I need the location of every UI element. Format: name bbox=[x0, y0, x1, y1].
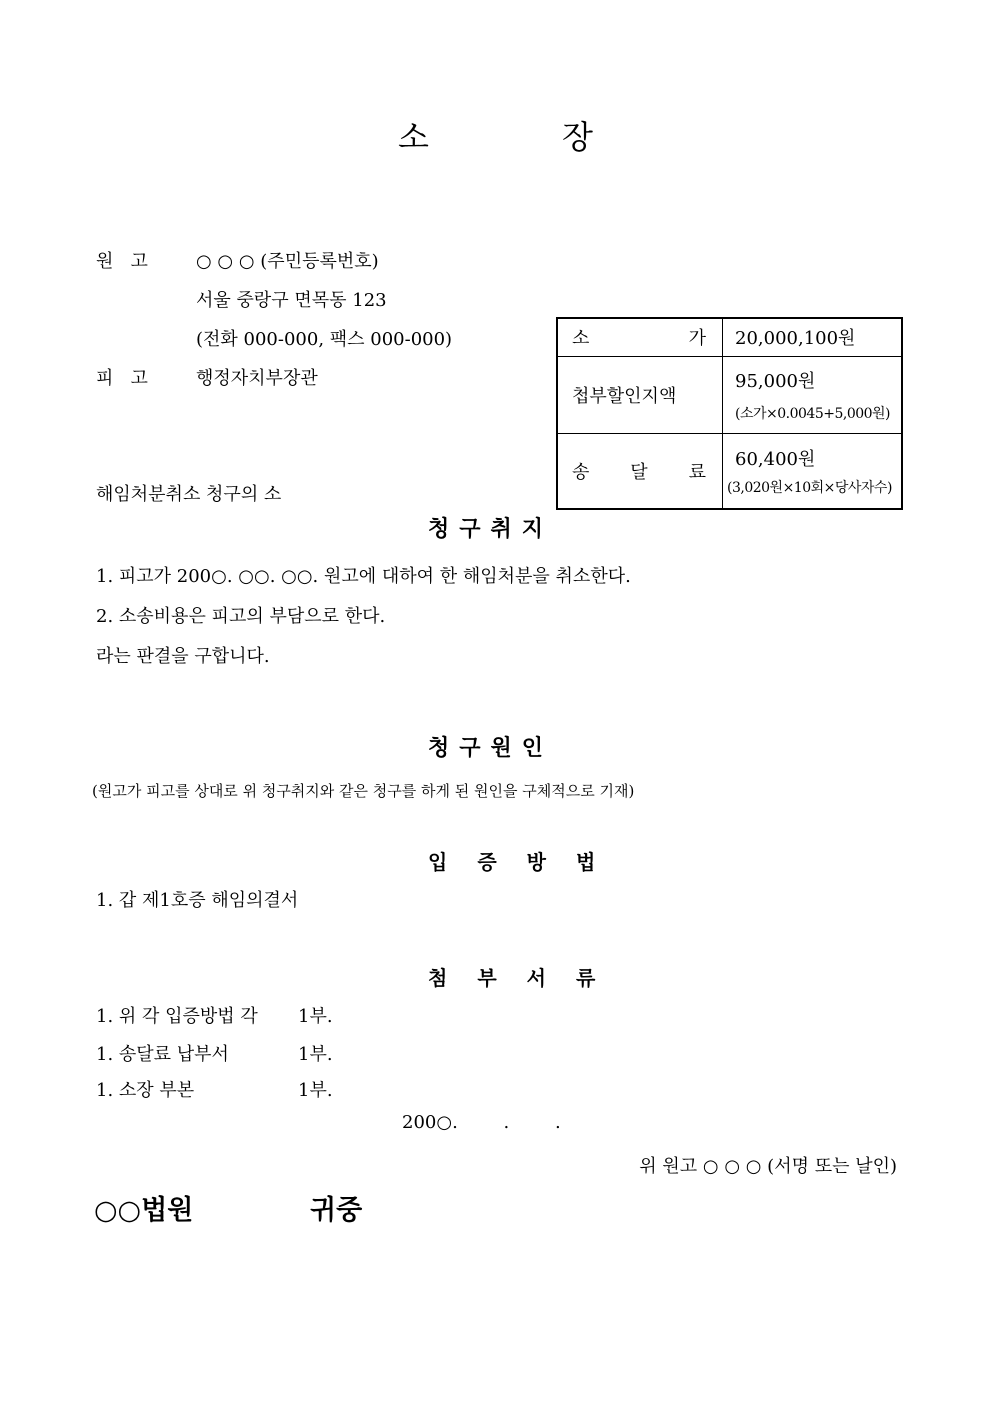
fee-row-stamp bbox=[557, 356, 902, 433]
fee-value-stamp-note: (소가×0.0045+5,000원) bbox=[735, 405, 891, 422]
attachment-item-3-count: 1부. bbox=[298, 1080, 333, 1101]
claim-purpose-heading: 청구취지 bbox=[428, 516, 554, 542]
claim-cause-heading: 청구원인 bbox=[428, 735, 554, 761]
fee-row-delivery bbox=[557, 433, 902, 509]
title-right: 장 bbox=[562, 118, 593, 156]
fee-label-delivery-a: 송 bbox=[572, 461, 590, 483]
defendant-label: 피 고 bbox=[96, 368, 148, 389]
fee-value-amount: 20,000,100원 bbox=[723, 318, 903, 356]
plaintiff-name: ○ ○ ○ (주민등록번호) bbox=[196, 251, 379, 272]
claim-purpose-item-1: 1. 피고가 200○. ○○. ○○. 원고에 대하여 한 해임처분을 취소한다. bbox=[96, 566, 631, 587]
fee-label-amount-a: 소 bbox=[572, 328, 590, 350]
signature-line: 위 원고 ○ ○ ○ (서명 또는 날인) bbox=[639, 1156, 897, 1177]
plaintiff-contact: (전화 000-000, 팩스 000-000) bbox=[196, 329, 453, 350]
title-left: 소 bbox=[398, 118, 429, 156]
fee-value-delivery bbox=[723, 433, 903, 509]
attachments-heading: 첨부서류 bbox=[428, 966, 626, 990]
attachment-item-2-count: 1부. bbox=[298, 1044, 333, 1065]
filing-date: 200○. . . bbox=[402, 1112, 561, 1133]
attachment-item-2-name: 1. 송달료 납부서 bbox=[96, 1044, 229, 1065]
court-name: ○○법원 bbox=[94, 1195, 194, 1226]
defendant-name: 행정자치부장관 bbox=[196, 368, 318, 389]
attachment-item-3-name: 1. 소장 부본 bbox=[96, 1080, 195, 1101]
fee-value-stamp bbox=[723, 356, 903, 433]
fee-label-delivery bbox=[557, 433, 723, 509]
claim-purpose-item-3: 라는 판결을 구합니다. bbox=[96, 646, 270, 667]
fee-value-delivery-note: (3,020원×10회×당사자수) bbox=[727, 479, 892, 496]
evidence-heading: 입증방법 bbox=[428, 850, 626, 874]
claim-purpose-item-2: 2. 소송비용은 피고의 부담으로 한다. bbox=[96, 606, 386, 627]
fee-label-amount-b: 가 bbox=[688, 328, 706, 350]
fee-label-delivery-b: 달 bbox=[630, 461, 648, 483]
attachment-item-1-count: 1부. bbox=[298, 1006, 333, 1027]
evidence-item-1: 1. 갑 제1호증 해임의결서 bbox=[96, 890, 299, 911]
fee-value-delivery-amount: 60,400원 bbox=[735, 448, 816, 470]
plaintiff-address: 서울 중랑구 면목동 123 bbox=[196, 290, 387, 311]
case-name: 해임처분취소 청구의 소 bbox=[96, 484, 282, 505]
attachment-item-1-name: 1. 위 각 입증방법 각 bbox=[96, 1006, 258, 1027]
fee-label-amount bbox=[557, 318, 723, 356]
fee-label-stamp: 첩부할인지액 bbox=[557, 356, 723, 433]
fee-row-amount bbox=[557, 318, 902, 356]
plaintiff-label: 원 고 bbox=[96, 251, 148, 272]
claim-cause-note: (원고가 피고를 상대로 위 청구취지와 같은 청구를 하게 된 원인을 구체적으로 기재) bbox=[92, 782, 635, 800]
fee-value-stamp-amount: 95,000원 bbox=[735, 370, 816, 392]
fee-label-delivery-c: 료 bbox=[688, 461, 706, 483]
court-suffix: 귀중 bbox=[310, 1195, 363, 1226]
fee-table bbox=[556, 317, 903, 510]
